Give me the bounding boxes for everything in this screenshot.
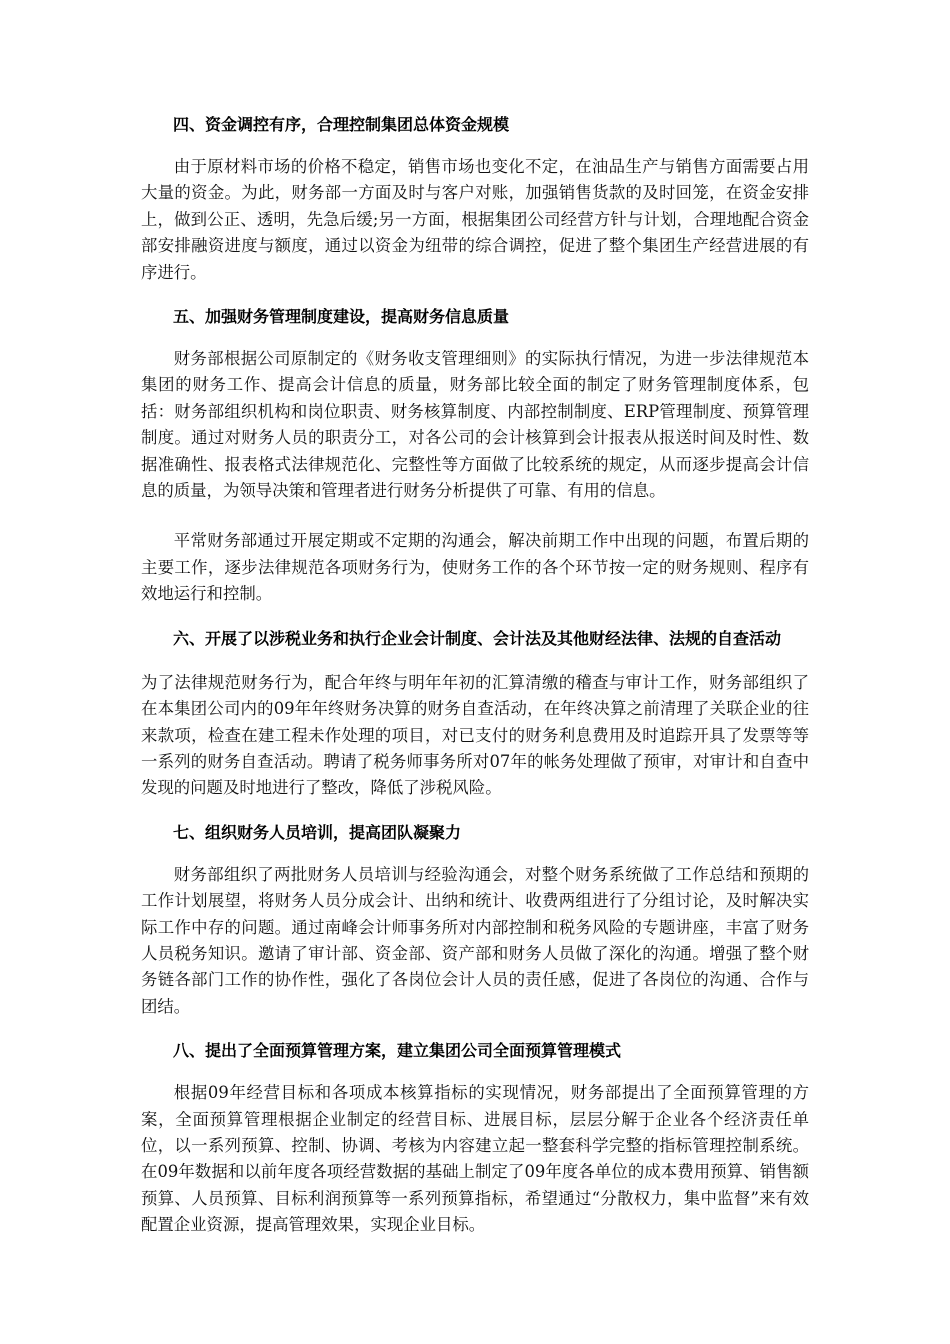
section-5-paragraph-1: 财务部根据公司原制定的《财务收支管理细则》的实际执行情况，为进一步法律规范本集团的财务工作、提高会计信息的质量，财务部比较全面的制定了财务管理制度体系，包括：财务部组织机构和岗位职责、财务核算制度、内部控制制度、ERP管理制度、预算管理制度。通过对财务人员的职责分工，对各公司的会计核算到会计报表从报送时间及时性、数据准确性、报表格式法律规范化、完整性等方面做了比较系统的规定，从而逐步提高会计信息的质量，为领导决策和管理者进行财务分析提供了可靠、有用的信息。 — [141, 349, 809, 501]
section-heading-4: 四、资金调控有序，合理控制集团总体资金规模 — [173, 115, 510, 134]
document-page — [141, 112, 809, 1253]
section-6-paragraph-1: 为了法律规范财务行为，配合年终与明年年初的汇算清缴的稽查与审计工作，财务部组织了在本集团公司内的09年年终财务决算的财务自查活动，在年终决算之前清理了关联企业的往来款项，检查在建工程未作处理的项目，对已支付的财务利息费用及时追踪开具了发票等等一系列的财务自查活动。聘请了税务师事务所对07年的帐务处理做了预审，对审计和自查中发现的问题及时地进行了整改，降低了涉税风险。 — [141, 672, 809, 798]
section-heading-5: 五、加强财务管理制度建设，提高财务信息质量 — [173, 307, 510, 327]
section-5-paragraph-2: 平常财务部通过开展定期或不定期的沟通会，解决前期工作中出现的问题，布置后期的主要工作，逐步法律规范各项财务行为，使财务工作的各个环节按一定的财务规则、程序有效地运行和控制。 — [141, 531, 809, 604]
section-7-paragraph-1: 财务部组织了两批财务人员培训与经验沟通会，对整个财务系统做了工作总结和预期的工作计划展望，将财务人员分成会计、出纳和统计、收费两组进行了分组讨论，及时解决实际工作中存的问题。通过南峰会计师事务所对内部控制和税务风险的专题讲座，丰富了财务人员税务知识。邀请了审计部、资金部、资产部和财务人员做了深化的沟通。增强了整个财务链各部门工作的协作性，强化了各岗位会计人员的责任感，促进了各岗位的沟通、合作与团结。 — [141, 864, 809, 1016]
section-heading-6: 六、开展了以涉税业务和执行企业会计制度、会计法及其他财经法律、法规的自查活动 — [173, 628, 782, 648]
section-heading-8: 八、提出了全面预算管理方案，建立集团公司全面预算管理模式 — [173, 1041, 622, 1061]
section-4-paragraph-1: 由于原材料市场的价格不稳定，销售市场也变化不定，在油品生产与销售方面需要占用大量的资金。为此，财务部一方面及时与客户对账，加强销售货款的及时回笼，在资金安排上，做到公正、透明，先急后缓;另一方面，根据集团公司经营方针与计划，合理地配合资金部安排融资进度与额度，通过以资金为纽带的综合调控，促进了整个集团生产经营进展的有序进行。 — [141, 157, 809, 282]
section-8-paragraph-1: 根据09年经营目标和各项成本核算指标的实现情况，财务部提出了全面预算管理的方案，全面预算管理根据企业制定的经营目标、进展目标，层层分解于企业各个经济责任单位，以一系列预算、控制、协调、考核为内容建立起一整套科学完整的指标管理控制系统。在09年数据和以前年度各项经营数据的基础上制定了09年度各单位的成本费用预算、销售额预算、人员预算、目标利润预算等一系列预算指标，希望通过“分散权力，集中监督”来有效配置企业资源，提高管理效果，实现企业目标。 — [141, 1083, 809, 1235]
section-heading-7: 七、组织财务人员培训，提高团队凝聚力 — [173, 822, 462, 842]
